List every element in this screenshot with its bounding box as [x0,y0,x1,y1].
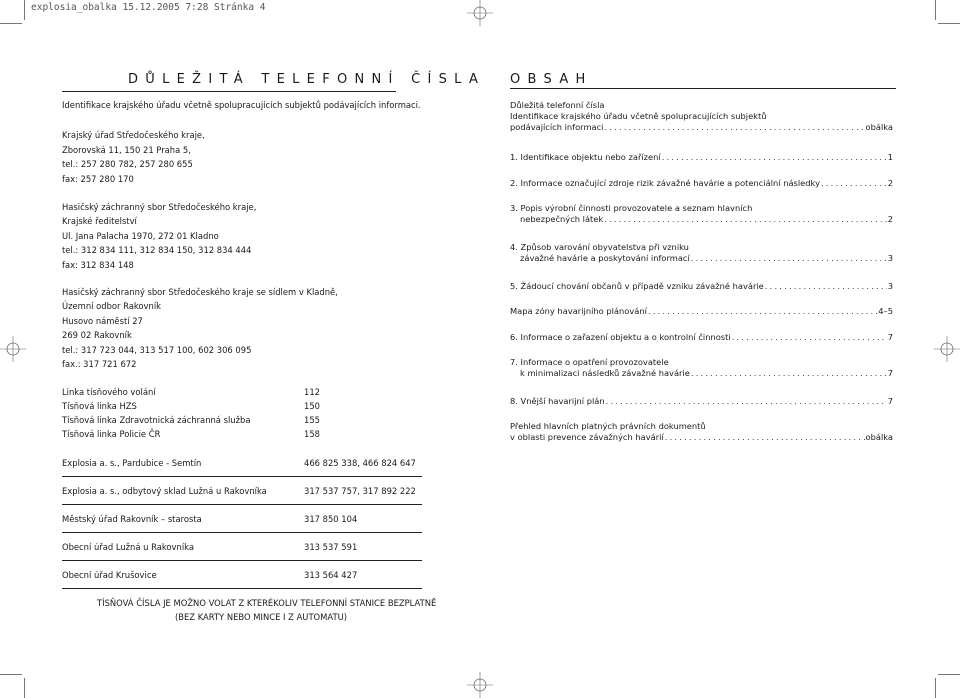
toc-entry-heading: Identifikace krajského úřadu včetně spolupracujících subjektů [510,111,767,121]
contact-number: 313 537 591 [304,542,358,552]
toc-entry[interactable] [510,152,893,163]
contact-row [62,458,422,468]
toc-entry[interactable] [510,281,893,292]
crop-mark [24,678,25,698]
toc-entry-label: 1. Identifikace objektu nebo zařízení [510,152,661,162]
contact-divider [62,560,422,561]
crop-mark [0,674,22,675]
contact-row [62,514,422,524]
crop-mark [935,0,936,20]
page-title-right: OBSAH [510,72,593,87]
hzs-kraj-tel: tel.: 312 834 111, 312 834 150, 312 834 444 [62,245,252,255]
toc-entry-heading: Přehled hlavních platných právních dokumentů [510,421,706,431]
contact-row [62,570,422,580]
toc-page-number: 7 [887,368,893,378]
toc-entry-label: závažné havárie a poskytování informací [520,253,690,263]
contact-row [62,542,422,552]
crop-mark [938,23,960,24]
toc-page-number: 3 [887,253,893,263]
hzs-rakovnik-line1: Hasičský záchranný sbor Středočeského kraje se sídlem v Kladně, [62,287,338,297]
contact-divider [62,504,422,505]
toc-entry-heading: 3. Popis výrobní činnosti provozovatele a seznam hlavních [510,203,753,213]
toc-entry-label: nebezpečných látek [520,214,604,224]
toc-entry-label: podávajících informaci [510,122,604,132]
hzs-kraj-fax: fax: 312 834 148 [62,260,134,270]
toc-leader [662,152,887,163]
hzs-rakovnik-tel: tel.: 317 723 044, 313 517 100, 602 306 095 [62,345,252,355]
footer-notice-sub: (BEZ KARTY NEBO MINCE I Z AUTOMATU) [175,612,347,622]
contact-row [62,486,422,496]
toc-entry[interactable] [510,421,893,443]
contact-label: Obecní úřad Krušovice [62,570,157,580]
registration-mark-left [0,336,26,362]
crop-mark [935,678,936,698]
emergency-line [62,387,422,397]
toc-page-number: obálka [865,432,893,442]
emergency-line [62,415,422,425]
hzs-rakovnik-line2: Územní odbor Rakovník [62,301,162,311]
toc-entry-label: v oblasti prevence závažných havárií [510,432,664,442]
toc-page-number: 2 [887,214,893,224]
toc-entry-heading: 7. Informace o opatření provozovatele [510,357,669,367]
toc-entry[interactable] [510,100,893,133]
footer-notice: TÍSŇOVÁ ČÍSLA JE MOŽNO VOLAT Z KTERÉKOLIV TELEFONNÍ STANICE BEZPLATNĚ [97,598,437,608]
toc-entry-label: 2. Informace označující zdroje rizik závažné havárie a potenciální následky [510,178,820,188]
crop-mark [0,23,22,24]
office-address: Zborovská 11, 150 21 Praha 5, [62,145,191,155]
toc-leader [691,368,887,379]
emergency-line-number: 155 [304,415,320,425]
toc-entry-label: k minimalizaci následků závažné havárie [520,368,690,378]
toc-page-number: 2 [887,178,893,188]
toc-entry[interactable] [510,357,893,379]
contact-number: 317 850 104 [304,514,358,524]
emergency-line [62,429,422,439]
toc-entry-heading: Důležitá telefonní čísla [510,100,605,110]
registration-mark-right [934,336,960,362]
print-slug: explosia_obalka 15.12.2005 7:28 Stránka 4 [31,2,266,13]
hzs-rakovnik-address2: 269 02 Rakovník [62,330,132,340]
office-fax: fax: 257 280 170 [62,174,134,184]
intro-text: Identifikace krajského úřadu včetně spolupracujících subjektů podávajících informaci. [62,100,421,110]
toc-entry[interactable] [510,396,893,407]
toc-page-number: 7 [887,332,893,342]
emergency-line [62,401,422,411]
contact-divider [62,532,422,533]
emergency-line-label: Tísňová linka Policie ČR [62,429,161,439]
emergency-line-label: Tísňová linka HZS [62,401,137,411]
hzs-rakovnik-address1: Husovo náměstí 27 [62,316,143,326]
toc-entry[interactable] [510,203,893,225]
toc-leader [604,122,864,133]
registration-mark-top [467,0,493,26]
toc-leader [765,281,887,292]
toc-entry-label: 5. Žádoucí chování občanů v případě vzniku závažné havárie [510,281,764,291]
hzs-kraj-line2: Krajské ředitelství [62,216,137,226]
toc-entry[interactable] [510,242,893,264]
contact-number: 466 825 338, 466 824 647 [304,458,416,468]
contact-divider [62,588,422,589]
toc-leader [732,332,887,343]
toc-entry[interactable] [510,306,893,317]
toc-leader [606,396,887,407]
contact-divider [62,476,422,477]
toc-page-number: 7 [887,396,893,406]
toc-entry[interactable] [510,332,893,343]
toc-entry-label: 8. Vnější havarijní plán [510,396,605,406]
toc-entry-heading: 4. Způsob varování obyvatelstva při vzniku [510,242,689,252]
hzs-kraj-line1: Hasičský záchranný sbor Středočeského kraje, [62,202,257,212]
emergency-line-number: 158 [304,429,320,439]
hzs-kraj-address: Ul. Jana Palacha 1970, 272 01 Kladno [62,231,219,241]
toc-page-number: 4–5 [878,306,893,316]
toc-entry-label: Mapa zóny havarijního plánování [510,306,647,316]
title-rule-left [62,91,396,92]
contact-number: 317 537 757, 317 892 222 [304,486,416,496]
registration-mark-bottom [467,672,493,698]
contact-label: Explosia a. s., odbytový sklad Lužná u Rakovníka [62,486,267,496]
crop-mark [938,674,960,675]
emergency-line-label: Tísňová linka Zdravotnická záchranná služba [62,415,251,425]
emergency-line-number: 112 [304,387,320,397]
contact-label: Explosia a. s., Pardubice - Semtín [62,458,202,468]
toc-page-number: obálka [865,122,893,132]
office-name: Krajský úřad Středočeského kraje, [62,130,205,140]
toc-entry[interactable] [510,178,893,189]
hzs-rakovnik-fax: fax.: 317 721 672 [62,359,137,369]
contact-number: 313 564 427 [304,570,358,580]
toc-leader [691,253,887,264]
office-tel: tel.: 257 280 782, 257 280 655 [62,159,193,169]
toc-leader [648,306,877,317]
toc-leader [665,432,865,443]
toc-page-number: 3 [887,281,893,291]
toc-leader [821,178,887,189]
emergency-line-number: 150 [304,401,320,411]
toc-page-number: 1 [887,152,893,162]
page-title-left: DŮLEŽITÁ TELEFONNÍ ČÍSLA [128,72,486,87]
toc-entry-label: 6. Informace o zařazení objektu a o kontrolní činnosti [510,332,731,342]
toc-leader [604,214,887,225]
contact-label: Obecní úřad Lužná u Rakovníka [62,542,194,552]
contact-label: Městský úřad Rakovník – starosta [62,514,202,524]
title-rule-right [510,88,896,89]
crop-mark [24,0,25,20]
emergency-line-label: Linka tísňového volání [62,387,156,397]
